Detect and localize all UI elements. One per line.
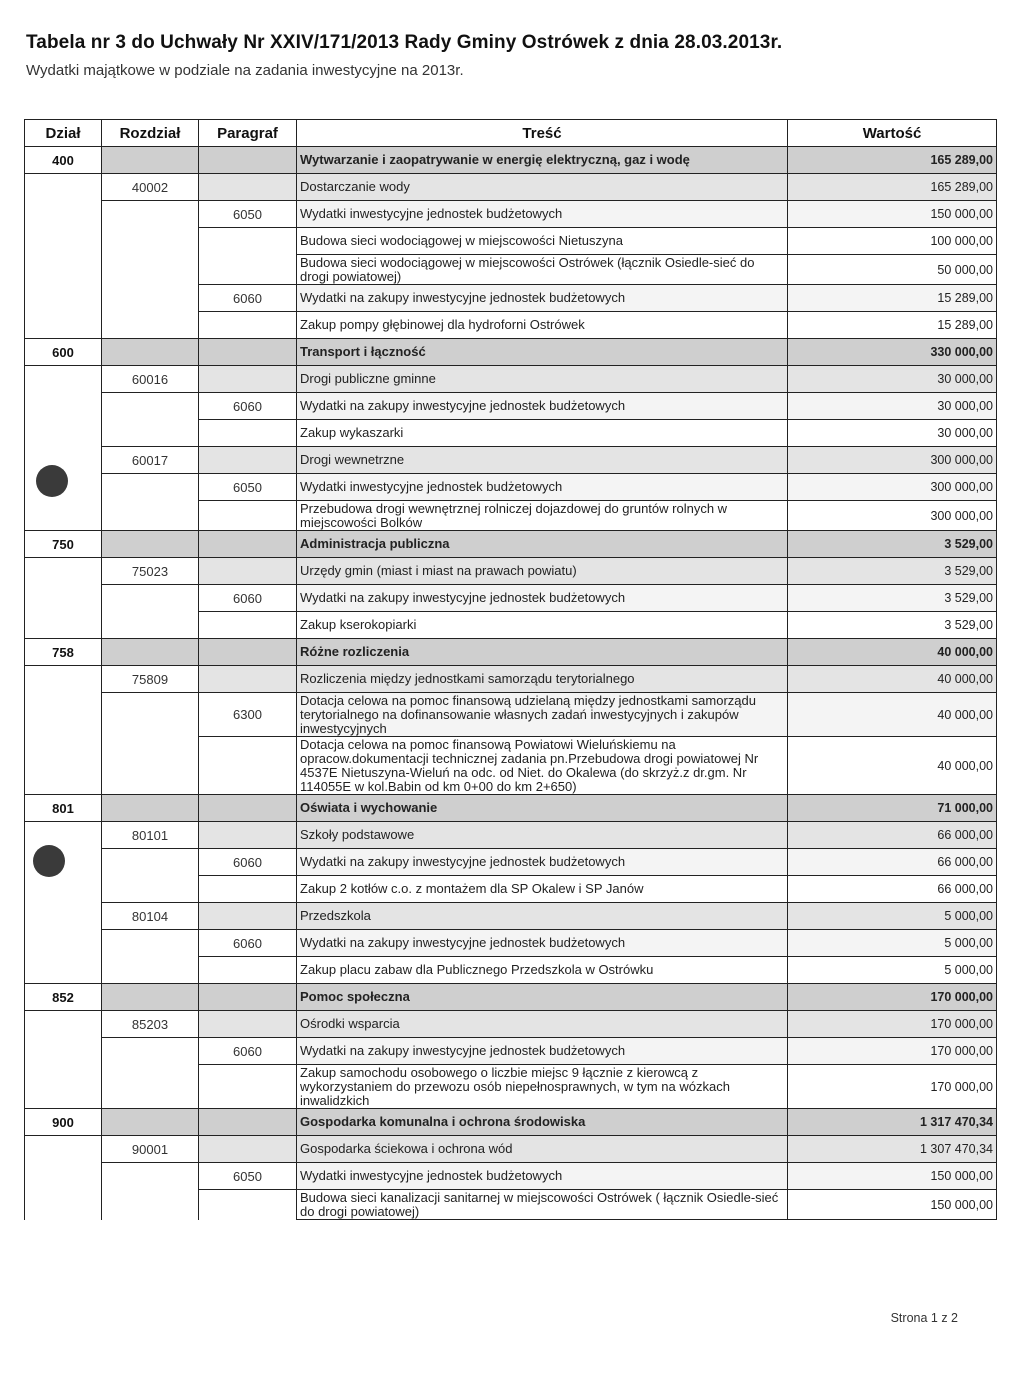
dzial-cell [25,585,102,612]
tresc-cell: Transport i łączność [297,339,788,366]
document-subtitle: Wydatki majątkowe w podziale na zadania inwestycyjne na 2013r. [26,62,464,79]
dzial-cell [25,612,102,639]
paragraf-cell [199,174,297,201]
rozdzial-cell [102,420,199,447]
dzial-cell [25,558,102,585]
rozdzial-cell [102,1190,199,1220]
rozdzial-cell [102,501,199,531]
rozdzial-cell: 85203 [102,1011,199,1038]
rozdzial-cell [102,639,199,666]
table-row-task [25,312,997,339]
wartosc-cell: 170 000,00 [788,1038,997,1065]
rozdzial-cell [102,393,199,420]
table-header-row [25,120,997,147]
rozdzial-cell [102,876,199,903]
rozdzial-cell [102,1065,199,1109]
rozdzial-cell: 90001 [102,1136,199,1163]
dzial-cell [25,957,102,984]
tresc-cell: Dotacja celowa na pomoc finansową Powiatowi Wieluńskiemu na opracow.dokumentacji technicznej zadania pn.Przebudowa drogi powiatowej Nr 4537E Nietuszyna-Wieluń na odc. od Niet. do Okalewa (do skrzyż.z dr.gm. Nr 114055E w kol.Babin od km 0+00 do km 2+650) [297,737,788,795]
tresc-cell: Administracja publiczna [297,531,788,558]
rozdzial-cell: 75809 [102,666,199,693]
wartosc-cell: 100 000,00 [788,228,997,255]
tresc-cell: Wydatki inwestycyjne jednostek budżetowych [297,1163,788,1190]
col-header-tresc: Treść [297,120,788,147]
paragraf-cell: 6050 [199,1163,297,1190]
tresc-cell: Budowa sieci wodociągowej w miejscowości Ostrówek (łącznik Osiedle-sieć do drogi powiatowej) [297,255,788,285]
wartosc-cell: 30 000,00 [788,420,997,447]
wartosc-cell: 3 529,00 [788,558,997,585]
paragraf-cell [199,737,297,795]
paragraf-cell: 6060 [199,285,297,312]
dzial-cell: 750 [25,531,102,558]
rozdzial-cell [102,474,199,501]
paragraf-cell: 6060 [199,585,297,612]
wartosc-cell: 15 289,00 [788,312,997,339]
rozdzial-cell [102,201,199,228]
dzial-cell [25,903,102,930]
tresc-cell: Zakup pompy głębinowej dla hydroforni Ostrówek [297,312,788,339]
table-row-rozdz [25,903,997,930]
rozdzial-cell [102,531,199,558]
col-header-wartosc: Wartość [788,120,997,147]
dzial-cell [25,255,102,285]
paragraf-cell [199,312,297,339]
wartosc-cell: 5 000,00 [788,930,997,957]
table-row-task [25,876,997,903]
paragraf-cell [199,531,297,558]
dzial-cell [25,228,102,255]
wartosc-cell: 300 000,00 [788,501,997,531]
rozdzial-cell [102,795,199,822]
paragraf-cell [199,984,297,1011]
expenditure-table [24,119,997,1220]
wartosc-cell: 30 000,00 [788,366,997,393]
paragraf-cell [199,1190,297,1220]
rozdzial-cell [102,957,199,984]
rozdzial-cell: 80104 [102,903,199,930]
paragraf-cell [199,366,297,393]
table-row-task [25,957,997,984]
table-row-par [25,201,997,228]
tresc-cell: Dostarczanie wody [297,174,788,201]
table-row-rozdz [25,666,997,693]
rozdzial-cell: 60016 [102,366,199,393]
dzial-cell [25,737,102,795]
paragraf-cell [199,1136,297,1163]
wartosc-cell: 170 000,00 [788,1011,997,1038]
table-row-dzial [25,984,997,1011]
dzial-cell [25,393,102,420]
tresc-cell: Wydatki na zakupy inwestycyjne jednostek budżetowych [297,849,788,876]
paragraf-cell [199,876,297,903]
paragraf-cell [199,795,297,822]
table-row-par [25,285,997,312]
paragraf-cell [199,447,297,474]
table-row-par [25,585,997,612]
table-row-task [25,420,997,447]
tresc-cell: Oświata i wychowanie [297,795,788,822]
dzial-cell [25,693,102,737]
punch-hole-mark [36,465,68,497]
tresc-cell: Przebudowa drogi wewnętrznej rolniczej dojazdowej do gruntów rolnych w miejscowości Bolków [297,501,788,531]
rozdzial-cell [102,1163,199,1190]
wartosc-cell: 300 000,00 [788,447,997,474]
table-row-dzial [25,147,997,174]
rozdzial-cell [102,693,199,737]
wartosc-cell: 150 000,00 [788,1190,997,1220]
wartosc-cell: 66 000,00 [788,849,997,876]
table-row-dzial [25,531,997,558]
paragraf-cell [199,339,297,366]
table-row-par [25,693,997,737]
tresc-cell: Wytwarzanie i zaopatrywanie w energię elektryczną, gaz i wodę [297,147,788,174]
table-row-par [25,474,997,501]
dzial-cell: 758 [25,639,102,666]
table-row-task [25,501,997,531]
tresc-cell: Wydatki na zakupy inwestycyjne jednostek budżetowych [297,930,788,957]
paragraf-cell [199,903,297,930]
rozdzial-cell: 80101 [102,822,199,849]
dzial-cell [25,1136,102,1163]
col-header-dzial: Dział [25,120,102,147]
table-row-task [25,228,997,255]
table-row-rozdz [25,1136,997,1163]
paragraf-cell: 6060 [199,1038,297,1065]
paragraf-cell [199,501,297,531]
table-row-task [25,255,997,285]
tresc-cell: Budowa sieci kanalizacji sanitarnej w miejscowości Ostrówek ( łącznik Osiedle-sieć do drogi powiatowej) [297,1190,788,1220]
col-header-rozdzial: Rozdział [102,120,199,147]
wartosc-cell: 66 000,00 [788,822,997,849]
table-row-rozdz [25,447,997,474]
tresc-cell: Drogi publiczne gminne [297,366,788,393]
rozdzial-cell [102,147,199,174]
tresc-cell: Różne rozliczenia [297,639,788,666]
wartosc-cell: 71 000,00 [788,795,997,822]
wartosc-cell: 3 529,00 [788,531,997,558]
paragraf-cell: 6050 [199,474,297,501]
paragraf-cell [199,255,297,285]
rozdzial-cell [102,737,199,795]
tresc-cell: Pomoc społeczna [297,984,788,1011]
wartosc-cell: 165 289,00 [788,174,997,201]
wartosc-cell: 300 000,00 [788,474,997,501]
col-header-paragraf: Paragraf [199,120,297,147]
paragraf-cell [199,228,297,255]
dzial-cell [25,501,102,531]
table-row-dzial [25,639,997,666]
wartosc-cell: 5 000,00 [788,957,997,984]
dzial-cell [25,1163,102,1190]
tresc-cell: Dotacja celowa na pomoc finansową udzielaną między jednostkami samorządu terytorialnego na dofinansowanie własnych zadań inwestycyjnych i zakupów inwestycyjnych [297,693,788,737]
wartosc-cell: 150 000,00 [788,201,997,228]
paragraf-cell [199,957,297,984]
paragraf-cell [199,147,297,174]
wartosc-cell: 3 529,00 [788,585,997,612]
tresc-cell: Wydatki na zakupy inwestycyjne jednostek budżetowych [297,1038,788,1065]
paragraf-cell: 6300 [199,693,297,737]
wartosc-cell: 330 000,00 [788,339,997,366]
paragraf-cell [199,666,297,693]
tresc-cell: Urzędy gmin (miast i miast na prawach powiatu) [297,558,788,585]
table-row-task [25,1065,997,1109]
tresc-cell: Wydatki inwestycyjne jednostek budżetowych [297,201,788,228]
table-row-task [25,1190,997,1220]
paragraf-cell [199,639,297,666]
dzial-cell: 801 [25,795,102,822]
rozdzial-cell: 60017 [102,447,199,474]
tresc-cell: Gospodarka komunalna i ochrona środowiska [297,1109,788,1136]
paragraf-cell [199,558,297,585]
dzial-cell [25,1190,102,1220]
tresc-cell: Budowa sieci wodociągowej w miejscowości Nietuszyna [297,228,788,255]
wartosc-cell: 30 000,00 [788,393,997,420]
tresc-cell: Wydatki na zakupy inwestycyjne jednostek budżetowych [297,393,788,420]
table-row-rozdz [25,822,997,849]
wartosc-cell: 165 289,00 [788,147,997,174]
tresc-cell: Zakup 2 kotłów c.o. z montażem dla SP Okalew i SP Janów [297,876,788,903]
dzial-cell [25,285,102,312]
tresc-cell: Zakup samochodu osobowego o liczbie miejsc 9 łącznie z kierowcą z wykorzystaniem do przewozu osób niepełnosprawnych, w tym na wózkach inwalidzkich [297,1065,788,1109]
rozdzial-cell [102,585,199,612]
dzial-cell [25,366,102,393]
dzial-cell [25,822,102,849]
table-row-task [25,612,997,639]
dzial-cell [25,312,102,339]
rozdzial-cell [102,228,199,255]
dzial-cell [25,1065,102,1109]
tresc-cell: Wydatki inwestycyjne jednostek budżetowych [297,474,788,501]
wartosc-cell: 170 000,00 [788,984,997,1011]
paragraf-cell [199,612,297,639]
rozdzial-cell [102,849,199,876]
tresc-cell: Przedszkola [297,903,788,930]
tresc-cell: Wydatki na zakupy inwestycyjne jednostek budżetowych [297,285,788,312]
tresc-cell: Zakup wykaszarki [297,420,788,447]
table-row-task [25,737,997,795]
wartosc-cell: 40 000,00 [788,737,997,795]
paragraf-cell: 6060 [199,930,297,957]
wartosc-cell: 40 000,00 [788,693,997,737]
paragraf-cell: 6060 [199,393,297,420]
rozdzial-cell: 75023 [102,558,199,585]
tresc-cell: Szkoły podstawowe [297,822,788,849]
wartosc-cell: 40 000,00 [788,639,997,666]
dzial-cell: 900 [25,1109,102,1136]
dzial-cell [25,201,102,228]
paragraf-cell [199,1065,297,1109]
rozdzial-cell [102,984,199,1011]
dzial-cell [25,930,102,957]
paragraf-cell: 6060 [199,849,297,876]
tresc-cell: Drogi wewnetrzne [297,447,788,474]
rozdzial-cell [102,612,199,639]
paragraf-cell: 6050 [199,201,297,228]
rozdzial-cell: 40002 [102,174,199,201]
tresc-cell: Wydatki na zakupy inwestycyjne jednostek budżetowych [297,585,788,612]
table-row-rozdz [25,174,997,201]
rozdzial-cell [102,255,199,285]
dzial-cell [25,1038,102,1065]
rozdzial-cell [102,1038,199,1065]
paragraf-cell [199,420,297,447]
dzial-cell [25,876,102,903]
dzial-cell [25,666,102,693]
table-row-par [25,1163,997,1190]
rozdzial-cell [102,930,199,957]
table-row-par [25,393,997,420]
table-row-rozdz [25,366,997,393]
wartosc-cell: 15 289,00 [788,285,997,312]
wartosc-cell: 150 000,00 [788,1163,997,1190]
document-title: Tabela nr 3 do Uchwały Nr XXIV/171/2013 Rady Gminy Ostrówek z dnia 28.03.2013r. [26,32,783,53]
table-row-par [25,930,997,957]
rozdzial-cell [102,312,199,339]
table-row-rozdz [25,558,997,585]
dzial-cell: 852 [25,984,102,1011]
tresc-cell: Zakup kserokopiarki [297,612,788,639]
punch-hole-mark [33,845,65,877]
rozdzial-cell [102,285,199,312]
dzial-cell [25,420,102,447]
table-row-par [25,1038,997,1065]
tresc-cell: Zakup placu zabaw dla Publicznego Przedszkola w Ostrówku [297,957,788,984]
paragraf-cell [199,822,297,849]
table-row-par [25,849,997,876]
dzial-cell [25,174,102,201]
tresc-cell: Gospodarka ściekowa i ochrona wód [297,1136,788,1163]
wartosc-cell: 40 000,00 [788,666,997,693]
rozdzial-cell [102,339,199,366]
rozdzial-cell [102,1109,199,1136]
table-row-dzial [25,795,997,822]
table-row-dzial [25,339,997,366]
wartosc-cell: 66 000,00 [788,876,997,903]
paragraf-cell [199,1011,297,1038]
table-row-rozdz [25,1011,997,1038]
tresc-cell: Rozliczenia między jednostkami samorządu terytorialnego [297,666,788,693]
wartosc-cell: 1 307 470,34 [788,1136,997,1163]
page-number: Strona 1 z 2 [890,1311,958,1325]
wartosc-cell: 1 317 470,34 [788,1109,997,1136]
dzial-cell: 400 [25,147,102,174]
table-row-dzial [25,1109,997,1136]
tresc-cell: Ośrodki wsparcia [297,1011,788,1038]
wartosc-cell: 5 000,00 [788,903,997,930]
paragraf-cell [199,1109,297,1136]
dzial-cell [25,1011,102,1038]
dzial-cell: 600 [25,339,102,366]
wartosc-cell: 50 000,00 [788,255,997,285]
wartosc-cell: 170 000,00 [788,1065,997,1109]
wartosc-cell: 3 529,00 [788,612,997,639]
